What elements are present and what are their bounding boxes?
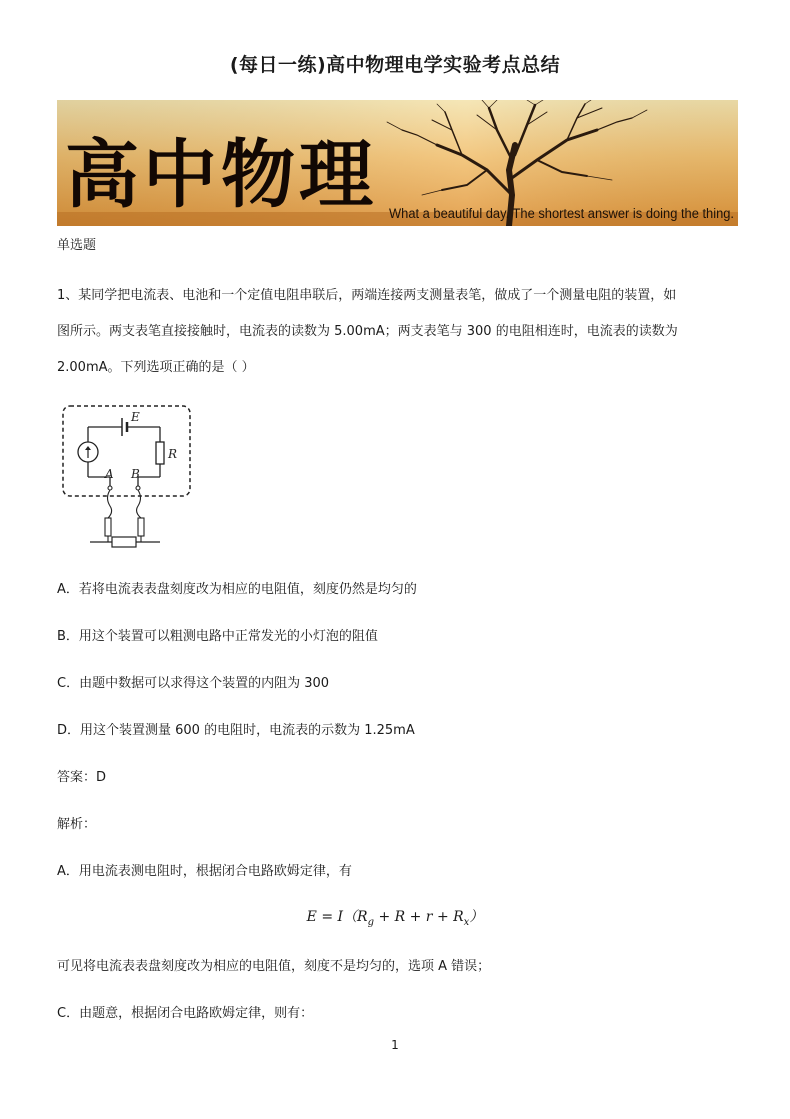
banner-graphic: [57, 100, 738, 226]
banner-heading: 高中物理: [65, 132, 377, 218]
ohm-law-formula: [0, 906, 790, 928]
formula-rhs: ）: [469, 909, 484, 925]
probe-A-icon: [105, 518, 111, 536]
formula-lhs: E = I（R: [306, 909, 368, 925]
formula-mid: + R + r + R: [374, 909, 464, 925]
banner-image: [57, 100, 738, 226]
option-b: B．用这个装置可以粗测电路中正常发光的小灯泡的阻值: [57, 629, 378, 644]
question-text-line2: 图所示。两支表笔直接接触时，电流表的读数为 5.00mA；两支表笔与 300 的电阻相连时，电流表的读数为: [57, 324, 678, 339]
option-c: C．由题中数据可以求得这个装置的内阻为 300: [57, 676, 330, 691]
page-title: (每日一练)高中物理电学实验考点总结: [229, 54, 561, 76]
label-B: B: [131, 467, 140, 481]
question-type-label: 单选题: [57, 238, 97, 253]
option-a: A．若将电流表表盘刻度改为相应的电阻值，刻度仍然是均匀的: [57, 582, 417, 597]
label-E: E: [131, 410, 140, 424]
analysis-label: 解析：: [57, 817, 97, 832]
page-number: 1: [391, 1038, 399, 1052]
analysis-c-line: C．由题意，根据闭合电路欧姆定律，则有：: [57, 1006, 314, 1021]
formula-sub-g: g: [367, 916, 374, 928]
answer-label: 答案：D: [57, 770, 107, 785]
question-text-line3: 2.00mA。下列选项正确的是（ ）: [57, 360, 255, 375]
resistor-R-icon: [156, 442, 164, 464]
test-resistor-icon: [112, 537, 136, 547]
label-R: R: [168, 447, 178, 461]
formula-sub-x: x: [463, 916, 470, 928]
circuit-diagram: [60, 402, 200, 556]
analysis-conclusion: 可见将电流表表盘刻度改为相应的电阻值，刻度不是均匀的，选项 A 错误；: [57, 959, 491, 974]
probe-B-icon: [138, 518, 144, 536]
question-text-line1: 1、某同学把电流表、电池和一个定值电阻串联后，两端连接两支测量表笔，做成了一个测量电阻的装置，如: [57, 288, 677, 303]
option-d: D．用这个装置测量 600 的电阻时，电流表的示数为 1.25mA: [57, 723, 415, 738]
label-A: A: [105, 467, 114, 481]
analysis-a-line: A．用电流表测电阻时，根据闭合电路欧姆定律，有: [57, 864, 352, 879]
banner-slogan: What a beautiful day. The shortest answer is doing the thing.: [389, 206, 734, 221]
